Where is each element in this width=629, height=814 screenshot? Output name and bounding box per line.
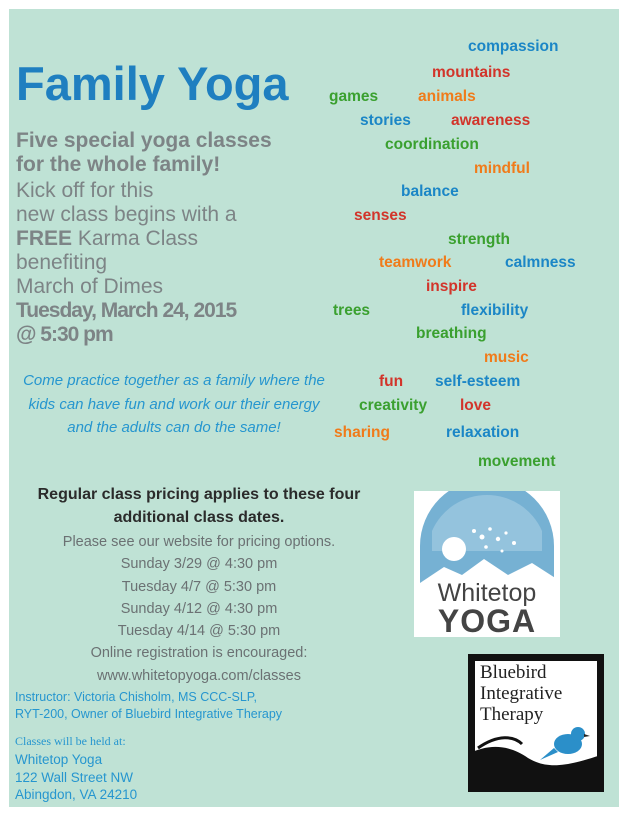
cloud-word: inspire (426, 278, 477, 295)
instructor-line: Instructor: Victoria Chisholm, MS CCC-SLP, (15, 690, 257, 704)
bluebird-line: Integrative (480, 683, 563, 704)
cloud-word: sharing (334, 424, 390, 441)
cloud-word: games (329, 88, 379, 105)
held-at-label: Classes will be held at: (15, 734, 126, 748)
class-date: Tuesday 4/14 @ 5:30 pm (117, 623, 281, 640)
event-date (16, 299, 236, 347)
invitation-text: Come practice together as a family where the kids can have fun and work our their energy and the adults can do the same! (23, 372, 325, 436)
class-date: Sunday 3/29 @ 4:30 pm (120, 556, 278, 573)
cloud-word: trees (333, 302, 371, 319)
cloud-word: fun (379, 373, 404, 390)
free-word: FREE (16, 227, 73, 250)
cloud-word: coordination (385, 136, 479, 153)
instructor-line: RYT-200, Owner of Bluebird Integrative Therapy (15, 707, 283, 721)
class-details (9, 531, 389, 687)
cloud-word: senses (354, 207, 407, 224)
subheading (16, 129, 272, 177)
cloud-word: stories (360, 112, 411, 129)
kickoff-line: benefiting (16, 251, 108, 274)
bluebird-line: Bluebird (480, 662, 547, 683)
subheading-line: Five special yoga classes (16, 129, 272, 152)
kickoff-line (16, 227, 237, 251)
bluebird-icon (468, 714, 604, 792)
kickoff-text (16, 179, 237, 299)
bluebird-line: Therapy (480, 704, 544, 725)
class-date: Sunday 4/12 @ 4:30 pm (120, 600, 278, 617)
address-line: Abingdon, VA 24210 (15, 787, 138, 802)
cloud-word: teamwork (379, 254, 452, 271)
cloud-word: strength (448, 231, 510, 248)
cloud-word: balance (401, 183, 459, 200)
registration-note: Online registration is encouraged: (90, 645, 308, 662)
address (15, 751, 137, 804)
pricing-note (9, 483, 389, 529)
kickoff-line: Kick off for this (16, 179, 154, 202)
bluebird-therapy-logo (468, 654, 604, 792)
cloud-word: calmness (505, 254, 576, 271)
instructor-info (15, 689, 345, 723)
cloud-word: mindful (474, 160, 530, 177)
address-line: Whitetop Yoga (15, 752, 103, 767)
cloud-word: awareness (451, 112, 531, 129)
whitetop-logo-word: Whitetop (437, 579, 537, 607)
cloud-word: music (484, 349, 529, 366)
subheading-line: for the whole family! (16, 153, 221, 176)
cloud-word: flexibility (461, 302, 529, 319)
pricing-line: Regular class pricing applies to these four (37, 486, 361, 503)
website-url: www.whitetopyoga.com/classes (97, 667, 301, 684)
event-time-line: @ 5:30 pm (16, 323, 113, 346)
cloud-word: animals (418, 88, 476, 105)
cloud-word: self-esteem (435, 373, 521, 390)
page-title: Family Yoga (16, 57, 289, 110)
flyer (9, 9, 619, 807)
cloud-word: compassion (468, 38, 559, 55)
cloud-word: mountains (432, 64, 511, 81)
class-date: Tuesday 4/7 @ 5:30 pm (121, 578, 277, 595)
cloud-word: breathing (416, 325, 487, 342)
event-date-line: Tuesday, March 24, 2015 (16, 299, 237, 322)
address-line: 122 Wall Street NW (15, 769, 134, 785)
karma-class-text: Karma Class (72, 227, 199, 250)
cloud-word: love (460, 397, 492, 414)
kickoff-line: March of Dimes (16, 275, 164, 298)
whitetop-yoga-logo (414, 491, 560, 637)
website-note: Please see our website for pricing options. (62, 534, 336, 550)
pricing-line: additional class dates. (113, 509, 285, 526)
cloud-word: creativity (359, 397, 428, 414)
cloud-word: movement (478, 453, 556, 470)
kickoff-line: new class begins with a (16, 203, 237, 226)
cloud-word: relaxation (446, 424, 520, 441)
yoga-logo-word: YOGA (437, 603, 537, 637)
